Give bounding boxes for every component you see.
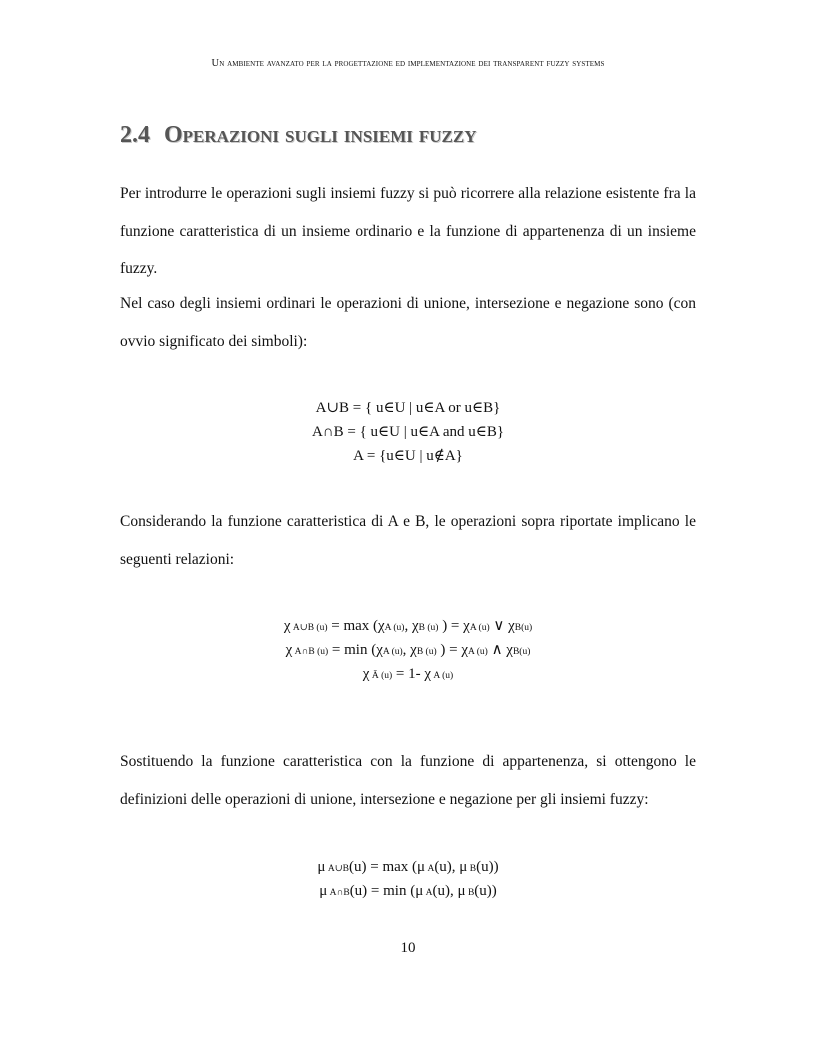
running-header: Un ambiente avanzato per la progettazione ed implementazione dei transparent fuzzy systems bbox=[211, 58, 605, 69]
negation-equation: A = {u∈U | u∉A} bbox=[353, 448, 463, 464]
paragraph-characteristic: Considerando la funzione caratteristica di A e B, le operazioni sopra riportate implicano le seguenti relazioni: bbox=[120, 513, 696, 568]
mu-intersection-equation: μ A∩B(u) = min (μ A(u), μ B(u)) bbox=[319, 883, 497, 899]
section-number: 2.4 bbox=[120, 122, 150, 148]
membership-equations-block bbox=[0, 855, 816, 903]
chi-negation-equation: χ Ā (u) = 1- χ A (u) bbox=[362, 666, 454, 682]
paragraph-membership: Sostituendo la funzione caratteristica con la funzione di appartenenza, si ottengono le definizioni delle operazioni di unione, intersezione e negazione per gli insiemi fuzzy: bbox=[120, 753, 696, 808]
page-number: 10 bbox=[400, 940, 416, 956]
chi-intersection-equation: χ A∩B (u) = min (χA (u), χB (u) ) = χA (u) ∧ χB(u) bbox=[285, 642, 531, 658]
chi-union-equation: χ A∪B (u) = max (χA (u), χB (u) ) = χA (u) ∨ χB(u) bbox=[283, 618, 533, 634]
union-equation: A∪B = { u∈U | u∈A or u∈B} bbox=[315, 400, 501, 416]
paragraph-intro: Per introdurre le operazioni sugli insiemi fuzzy si può ricorrere alla relazione esistente fra la funzione caratteristica di un insieme ordinario e la funzione di appartenenza di un insieme fuzzy. bbox=[120, 185, 696, 277]
section-title: Operazioni sugli insiemi fuzzy bbox=[164, 122, 477, 148]
paragraph-ordinary-sets: Nel caso degli insiemi ordinari le operazioni di unione, intersezione e negazione sono (con ovvio significato dei simboli): bbox=[120, 295, 696, 350]
characteristic-equations-block bbox=[0, 614, 816, 686]
section-heading bbox=[120, 122, 477, 149]
mu-union-equation: μ A∪B(u) = max (μ A(u), μ B(u)) bbox=[317, 859, 499, 875]
intersection-equation: A∩B = { u∈U | u∈A and u∈B} bbox=[311, 424, 505, 440]
set-operations-block bbox=[0, 396, 816, 468]
